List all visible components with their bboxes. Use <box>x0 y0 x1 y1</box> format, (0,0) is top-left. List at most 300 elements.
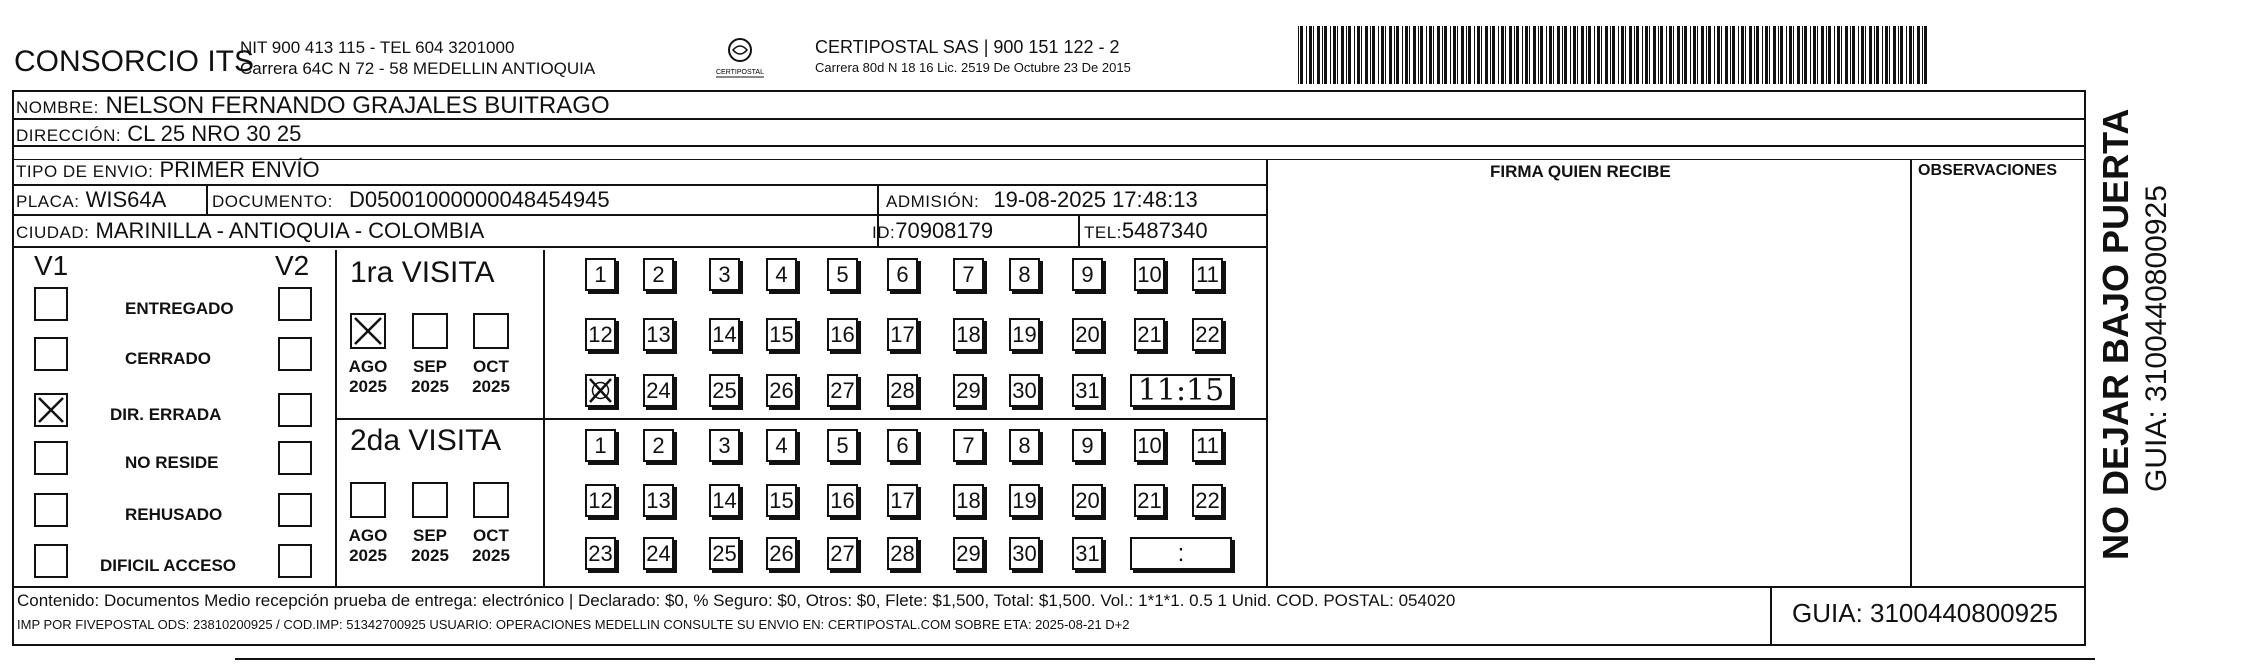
barcode-bar <box>1381 26 1384 84</box>
status-label: DIR. ERRADA <box>110 405 222 424</box>
day-number: 18 <box>956 487 981 513</box>
day-number: 3 <box>718 432 731 458</box>
second-visit-month-checkbox[interactable] <box>412 482 448 518</box>
first-visit-day-box[interactable] <box>585 258 616 291</box>
day-number: 12 <box>588 487 613 513</box>
barcode-bar <box>1453 26 1456 84</box>
barcode-bar <box>1313 26 1314 84</box>
barcode-bar <box>1540 26 1543 84</box>
barcode-bar <box>1378 26 1379 84</box>
barcode-bar <box>1429 26 1432 84</box>
v2-checkbox[interactable] <box>278 544 312 578</box>
second-visit-day-box[interactable] <box>766 537 797 570</box>
day-number: 26 <box>769 540 794 566</box>
second-visit-day-box[interactable] <box>887 537 918 570</box>
documento-label: DOCUMENTO: <box>212 192 333 211</box>
barcode-bar <box>1546 26 1547 84</box>
documento-field <box>212 189 610 211</box>
first-visit-day-box[interactable] <box>1134 258 1165 291</box>
barcode-bar <box>1837 26 1840 84</box>
day-number: 21 <box>1137 487 1162 513</box>
bottom-rule <box>235 658 2095 660</box>
first-visit-day-box[interactable] <box>953 374 984 407</box>
barcode-bar <box>1477 26 1480 84</box>
barcode-bar <box>1601 26 1602 84</box>
barcode-bar <box>1361 26 1362 84</box>
barcode-bar <box>1354 26 1355 84</box>
barcode-bar <box>1525 26 1528 84</box>
row-sep-2 <box>12 145 2086 147</box>
barcode-bar <box>1341 26 1344 84</box>
first-visit-day-box[interactable] <box>709 374 740 407</box>
status-label: DIFICIL ACCESO <box>100 556 237 575</box>
first-visit-day-box[interactable] <box>1009 318 1040 351</box>
tel-label: TEL: <box>1084 223 1122 242</box>
carrier-license: Carrera 80d N 18 16 Lic. 2519 De Octubre 23 De 2015 <box>815 60 1131 75</box>
barcode-bar <box>1370 26 1371 84</box>
v2-checkbox[interactable] <box>278 337 312 371</box>
first-visit-day-box[interactable] <box>766 318 797 351</box>
barcode-bar <box>1693 26 1696 84</box>
first-visit-day-box[interactable] <box>887 258 918 291</box>
barcode-bar <box>1474 26 1475 84</box>
first-visit-day-box[interactable] <box>709 258 740 291</box>
second-visit-time-box[interactable] <box>1130 537 1232 570</box>
sender-address: Carrera 64C N 72 - 58 MEDELLIN ANTIOQUIA <box>240 59 596 78</box>
ciudad-value: MARINILLA - ANTIOQUIA - COLOMBIA <box>95 218 485 243</box>
barcode-bar <box>1309 26 1312 84</box>
day-number: 31 <box>1075 540 1100 566</box>
barcode-bar <box>1490 26 1491 84</box>
second-visit-day-box[interactable] <box>1134 484 1165 517</box>
barcode-bar <box>1409 26 1410 84</box>
barcode-bar <box>1322 26 1323 84</box>
month-year: 2025 <box>472 545 510 565</box>
barcode-bar <box>1625 26 1626 84</box>
barcode-bar <box>1433 26 1434 84</box>
barcode-bar <box>1725 26 1728 84</box>
first-visit-day-box[interactable] <box>766 258 797 291</box>
day-number: 26 <box>769 377 794 403</box>
barcode-bar <box>1730 26 1731 84</box>
placa-value: WIS64A <box>85 187 167 212</box>
second-visit-day-box[interactable] <box>643 429 674 462</box>
first-visit-month-label <box>466 357 516 396</box>
barcode-bar <box>1501 26 1504 84</box>
second-visit-day-box[interactable] <box>827 429 858 462</box>
v1-checkbox[interactable] <box>34 441 68 475</box>
barcode-bar <box>1621 26 1624 84</box>
first-visit-day-box[interactable] <box>1134 318 1165 351</box>
footer-content: Contenido: Documentos Medio recepción prueba de entrega: electrónico | Declarado: $0, % Seguro: $0, Otros: $0, Flete: $1,500, Total: $1,500. Vol.: 1*1*1. 0.5 1 Unid. COD. POSTAL: 054020 <box>17 591 1456 610</box>
barcode-bar <box>1898 26 1899 84</box>
day-number: 6 <box>896 432 909 458</box>
barcode-bar <box>1442 26 1443 84</box>
first-visit-day-box[interactable] <box>643 318 674 351</box>
day-number: 16 <box>830 321 855 347</box>
barcode-bar <box>1564 26 1567 84</box>
placa-divider <box>206 186 208 214</box>
barcode-bar <box>1913 26 1914 84</box>
first-visit-month-checkbox[interactable] <box>350 313 386 349</box>
barcode-bar <box>1426 26 1427 84</box>
barcode-bar <box>1749 26 1752 84</box>
month-year: 2025 <box>472 376 510 396</box>
barcode-bar <box>1708 26 1711 84</box>
barcode-bar <box>1485 26 1488 84</box>
barcode-bar <box>1346 26 1347 84</box>
tipo-field <box>16 159 320 181</box>
day-number: 1 <box>594 261 607 287</box>
day-number: 15 <box>769 321 794 347</box>
certipostal-logo <box>710 36 770 80</box>
second-visit-day-box[interactable] <box>709 537 740 570</box>
status-label: NO RESIDE <box>125 453 219 472</box>
first-visit-day-box[interactable] <box>1192 258 1223 291</box>
barcode-bar <box>1357 26 1360 84</box>
barcode-bar <box>1701 26 1704 84</box>
barcode-bar <box>1789 26 1792 84</box>
barcode-bar <box>1673 26 1674 84</box>
day-number: 4 <box>775 432 788 458</box>
day-number: 31 <box>1075 377 1100 403</box>
day-number: 15 <box>769 487 794 513</box>
first-visit-day-box[interactable] <box>1072 258 1103 291</box>
day-number: 3 <box>718 261 731 287</box>
barcode-bar <box>1786 26 1787 84</box>
second-visit-day-box[interactable] <box>1072 537 1103 570</box>
first-visit-day-box[interactable] <box>1072 374 1103 407</box>
barcode-bar <box>1538 26 1539 84</box>
barcode-bar <box>1684 26 1687 84</box>
day-number: 27 <box>830 377 855 403</box>
day-number: 17 <box>890 321 915 347</box>
first-visit-day-box[interactable] <box>887 374 918 407</box>
first-visit-day-box[interactable] <box>585 318 616 351</box>
second-visit-day-box[interactable] <box>1072 429 1103 462</box>
barcode-bar <box>1778 26 1779 84</box>
direccion-label: DIRECCIÓN: <box>16 126 122 145</box>
barcode-bar <box>1754 26 1755 84</box>
barcode-bar <box>1618 26 1619 84</box>
footer-imp: IMP POR FIVEPOSTAL ODS: 23810200925 / COD.IMP: 51342700925 USUARIO: OPERACIONES MEDELLIN CONSULTE SU ENVIO EN: CERTIPOSTAL.COM SOBRE ETA: 2025-08-21 D+2 <box>17 617 1130 632</box>
day-number: 2 <box>652 261 665 287</box>
check-mark-icon <box>352 315 384 347</box>
barcode-bar <box>1505 26 1506 84</box>
day-number: 16 <box>830 487 855 513</box>
barcode-bar <box>1773 26 1776 84</box>
barcode-bar <box>1813 26 1816 84</box>
day-number: 2 <box>652 432 665 458</box>
barcode-bar <box>1677 26 1680 84</box>
barcode-bar <box>1810 26 1811 84</box>
barcode <box>1298 26 1938 84</box>
carrier-name: CERTIPOSTAL SAS | 900 151 122 - 2 <box>815 37 1120 57</box>
day-number: 1 <box>594 432 607 458</box>
barcode-bar <box>1738 26 1739 84</box>
first-visit-day-box[interactable] <box>709 318 740 351</box>
second-visit-day-box[interactable] <box>643 537 674 570</box>
tel-divider <box>1078 216 1080 246</box>
barcode-bar <box>1717 26 1720 84</box>
row-sep-3 <box>12 159 2086 160</box>
barcode-bar <box>1714 26 1715 84</box>
second-visit-day-box[interactable] <box>585 484 616 517</box>
v2-checkbox[interactable] <box>278 441 312 475</box>
barcode-bar <box>1594 26 1595 84</box>
day-number: 9 <box>1081 261 1094 287</box>
barcode-bar <box>1481 26 1482 84</box>
barcode-bar <box>1306 26 1307 84</box>
row-sep-6 <box>12 246 1266 248</box>
barcode-bar <box>1882 26 1883 84</box>
barcode-bar <box>1826 26 1827 84</box>
direccion-field <box>16 123 301 145</box>
time-placeholder: : <box>1177 539 1185 567</box>
barcode-bar <box>1658 26 1659 84</box>
id-field <box>872 220 993 242</box>
first-visit-day-box[interactable] <box>953 318 984 351</box>
barcode-bar <box>1885 26 1888 84</box>
id-label: ID: <box>872 223 896 242</box>
v1-checkbox[interactable] <box>34 393 68 427</box>
second-visit-day-box[interactable] <box>887 429 918 462</box>
barcode-bar <box>1769 26 1770 84</box>
barcode-bar <box>1588 26 1591 84</box>
second-visit-day-box[interactable] <box>953 429 984 462</box>
day-number: 8 <box>1018 261 1031 287</box>
day-number: 19 <box>1012 321 1037 347</box>
barcode-bar <box>1577 26 1578 84</box>
second-visit-day-box[interactable] <box>1009 429 1040 462</box>
barcode-bar <box>1841 26 1842 84</box>
barcode-bar <box>1298 26 1299 84</box>
handwritten-time: 11:15 <box>1137 373 1225 408</box>
barcode-bar <box>1330 26 1331 84</box>
day-number: 13 <box>646 487 671 513</box>
day-number: 5 <box>836 261 849 287</box>
first-visit-day-box[interactable] <box>643 374 674 407</box>
first-visit-day-box[interactable] <box>827 258 858 291</box>
second-visit-day-box[interactable] <box>585 537 616 570</box>
barcode-bar <box>1444 26 1447 84</box>
admision-field <box>886 189 1198 211</box>
sender-nit: NIT 900 413 115 - TEL 604 3201000 <box>240 38 515 57</box>
second-visit-day-box[interactable] <box>1072 484 1103 517</box>
second-visit-day-box[interactable] <box>1134 429 1165 462</box>
frame-left <box>12 90 14 646</box>
second-visit-day-box[interactable] <box>585 429 616 462</box>
second-visit-day-box[interactable] <box>827 484 858 517</box>
barcode-bar <box>1756 26 1759 84</box>
second-visit-day-box[interactable] <box>643 484 674 517</box>
v2-header: V2 <box>275 250 310 281</box>
first-visit-day-box[interactable] <box>1072 318 1103 351</box>
first-visit-day-box[interactable] <box>887 318 918 351</box>
barcode-bar <box>1533 26 1536 84</box>
barcode-bar <box>1317 26 1320 84</box>
first-visit-day-box[interactable] <box>1009 374 1040 407</box>
barcode-bar <box>1649 26 1650 84</box>
barcode-bar <box>1405 26 1408 84</box>
barcode-bar <box>1300 26 1303 84</box>
barcode-bar <box>1385 26 1386 84</box>
frame-bottom <box>12 644 2086 646</box>
barcode-bar <box>1706 26 1707 84</box>
second-visit-day-box[interactable] <box>953 537 984 570</box>
v1-header: V1 <box>34 250 69 281</box>
barcode-bar <box>1557 26 1560 84</box>
barcode-bar <box>1365 26 1368 84</box>
barcode-bar <box>1852 26 1855 84</box>
side-warning: NO DEJAR BAJO PUERTA <box>2095 108 2136 560</box>
firma-divider <box>1266 159 1268 587</box>
first-visit-day-box[interactable] <box>827 374 858 407</box>
second-visit-day-box[interactable] <box>953 484 984 517</box>
first-visit-day-box[interactable] <box>1009 258 1040 291</box>
second-visit-month-checkbox[interactable] <box>473 482 509 518</box>
barcode-bar <box>1492 26 1495 84</box>
second-visit-day-box[interactable] <box>766 484 797 517</box>
barcode-bar <box>1817 26 1818 84</box>
barcode-bar <box>1660 26 1663 84</box>
first-visit-month-checkbox[interactable] <box>473 313 509 349</box>
day-number: 28 <box>890 377 915 403</box>
barcode-bar <box>1586 26 1587 84</box>
barcode-bar <box>1861 26 1864 84</box>
day-number: 25 <box>712 540 737 566</box>
first-visit-day-box[interactable] <box>953 258 984 291</box>
barcode-bar <box>1666 26 1667 84</box>
first-visit-day-box[interactable] <box>585 374 616 407</box>
barcode-bar <box>1324 26 1327 84</box>
first-visit-title: 1ra VISITA <box>350 256 495 289</box>
day-number: 17 <box>890 487 915 513</box>
day-number: 5 <box>836 432 849 458</box>
v1-checkbox[interactable] <box>34 287 68 321</box>
barcode-bar <box>1834 26 1835 84</box>
barcode-bar <box>1893 26 1896 84</box>
second-visit-day-box[interactable] <box>1009 484 1040 517</box>
side-guia: GUIA: 3100440800925 <box>2140 185 2173 492</box>
first-visit-day-box[interactable] <box>827 318 858 351</box>
month-year: 2025 <box>349 545 387 565</box>
barcode-bar <box>1765 26 1768 84</box>
id-value: 70908179 <box>895 218 994 243</box>
admision-value: 19-08-2025 17:48:13 <box>993 187 1198 212</box>
first-visit-time-box[interactable] <box>1130 374 1232 407</box>
barcode-bar <box>1821 26 1824 84</box>
barcode-bar <box>1721 26 1722 84</box>
barcode-bar <box>1420 26 1423 84</box>
visits-mid-divider <box>335 418 1267 420</box>
tel-value: 5487340 <box>1121 218 1208 243</box>
day-number: 13 <box>646 321 671 347</box>
barcode-bar <box>1570 26 1571 84</box>
v1-checkbox[interactable] <box>34 337 68 371</box>
first-visit-month-checkbox[interactable] <box>412 313 448 349</box>
barcode-bar <box>1333 26 1336 84</box>
day-number: 14 <box>712 487 737 513</box>
barcode-bar <box>1804 26 1807 84</box>
status-label: REHUSADO <box>125 505 223 524</box>
barcode-bar <box>1828 26 1831 84</box>
barcode-bar <box>1549 26 1552 84</box>
second-visit-day-box[interactable] <box>766 429 797 462</box>
day-number: 6 <box>896 261 909 287</box>
footer-guia-divider <box>1770 586 1772 644</box>
second-visit-day-box[interactable] <box>827 537 858 570</box>
barcode-bar <box>1573 26 1576 84</box>
barcode-bar <box>1793 26 1794 84</box>
barcode-bar <box>1337 26 1338 84</box>
month-year: 2025 <box>411 545 449 565</box>
barcode-bar <box>1889 26 1890 84</box>
barcode-bar <box>1413 26 1416 84</box>
v2-checkbox[interactable] <box>278 493 312 527</box>
first-visit-day-box[interactable] <box>643 258 674 291</box>
barcode-bar <box>1389 26 1392 84</box>
barcode-bar <box>1498 26 1499 84</box>
second-visit-month-checkbox[interactable] <box>350 482 386 518</box>
barcode-bar <box>1653 26 1656 84</box>
day-number: 7 <box>962 432 975 458</box>
first-visit-day-box[interactable] <box>766 374 797 407</box>
barcode-bar <box>1865 26 1866 84</box>
barcode-bar <box>1553 26 1554 84</box>
day-number: 4 <box>775 261 788 287</box>
day-number: 20 <box>1075 487 1100 513</box>
v1-checkbox[interactable] <box>34 493 68 527</box>
barcode-bar <box>1629 26 1632 84</box>
month-name: SEP <box>412 526 448 545</box>
v1-checkbox[interactable] <box>34 544 68 578</box>
barcode-bar <box>1461 26 1464 84</box>
v2-checkbox[interactable] <box>278 287 312 321</box>
first-visit-day-box[interactable] <box>1192 318 1223 351</box>
second-visit-title: 2da VISITA <box>350 424 502 457</box>
month-name: OCT <box>473 526 509 545</box>
barcode-bar <box>1682 26 1683 84</box>
second-visit-day-box[interactable] <box>709 484 740 517</box>
day-number: 30 <box>1012 540 1037 566</box>
barcode-bar <box>1516 26 1519 84</box>
barcode-bar <box>1468 26 1471 84</box>
status-label: ENTREGADO <box>125 299 234 318</box>
day-number: 7 <box>962 261 975 287</box>
barcode-bar <box>1450 26 1451 84</box>
v2-checkbox[interactable] <box>278 393 312 427</box>
barcode-bar <box>1690 26 1691 84</box>
day-number: 10 <box>1137 432 1162 458</box>
status-label: CERRADO <box>125 349 211 368</box>
barcode-bar <box>1522 26 1523 84</box>
barcode-bar <box>1845 26 1848 84</box>
barcode-bar <box>1762 26 1763 84</box>
barcode-bar <box>1466 26 1467 84</box>
day-number: 27 <box>830 540 855 566</box>
barcode-bar <box>1562 26 1563 84</box>
second-visit-day-box[interactable] <box>1009 537 1040 570</box>
second-visit-day-box[interactable] <box>1192 429 1223 462</box>
month-year: 2025 <box>411 376 449 396</box>
month-name: SEP <box>412 357 448 376</box>
second-visit-day-box[interactable] <box>887 484 918 517</box>
second-visit-day-box[interactable] <box>1192 484 1223 517</box>
barcode-bar <box>1581 26 1584 84</box>
second-visit-day-box[interactable] <box>709 429 740 462</box>
day-number: 11 <box>1196 261 1219 287</box>
